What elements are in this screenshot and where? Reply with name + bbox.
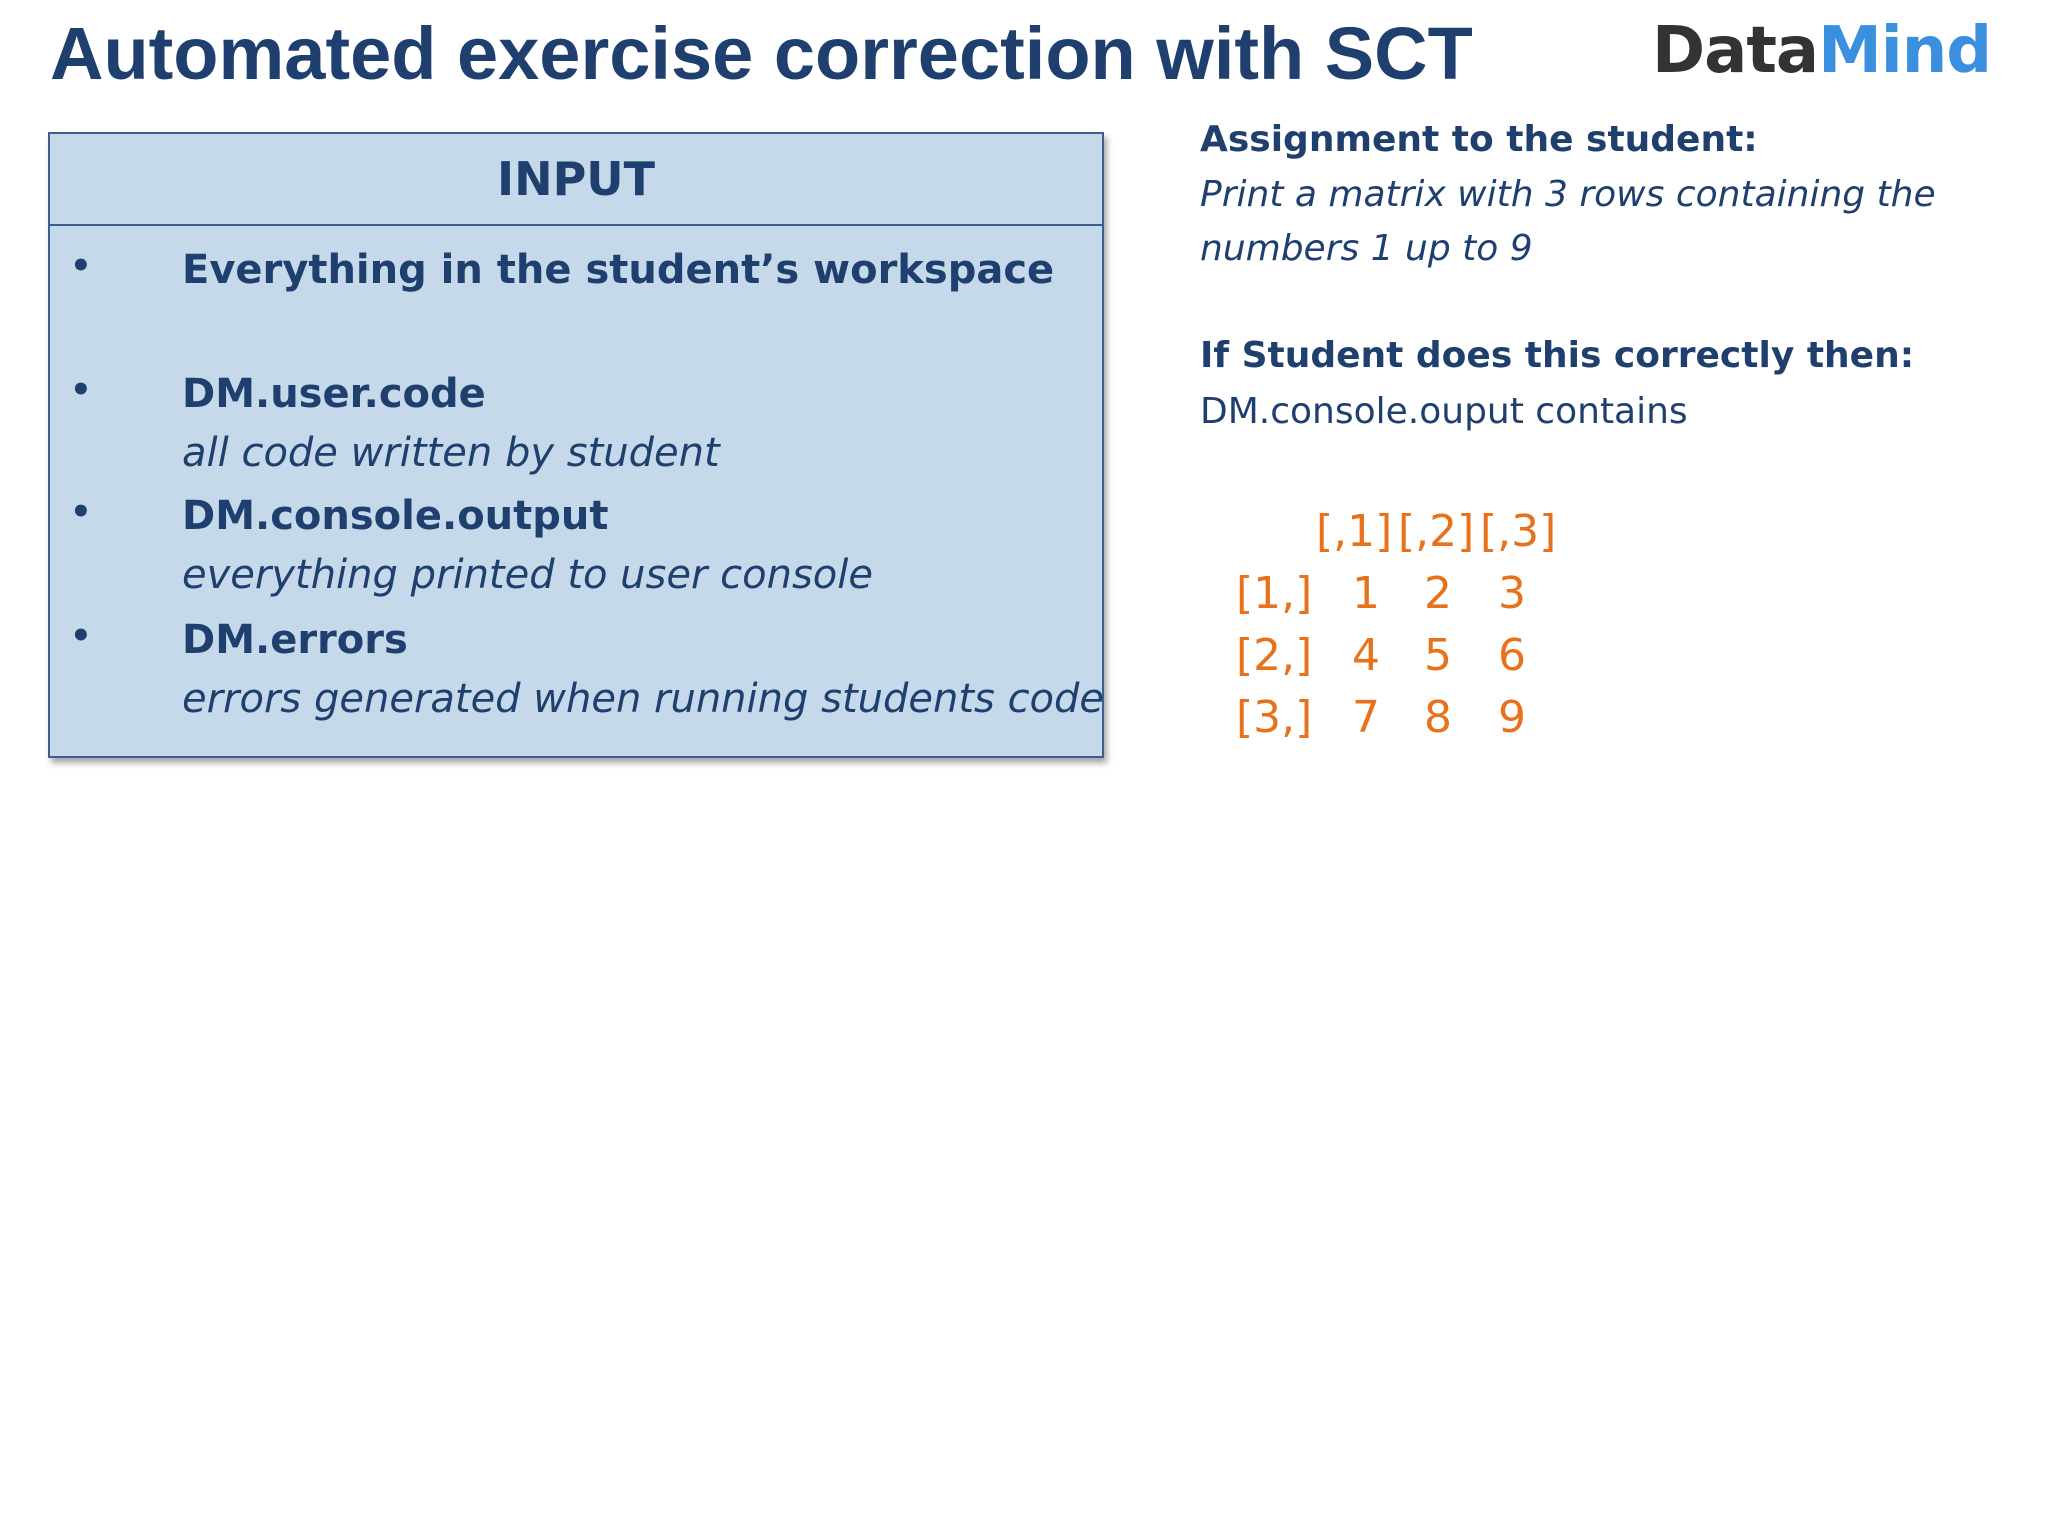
list-item-description: all code written by student: [182, 430, 720, 476]
matrix-col-header: [,2]: [1398, 506, 1475, 557]
bullet-icon: •: [70, 492, 92, 532]
bullet-icon: •: [70, 616, 92, 656]
matrix-cell: 4: [1352, 630, 1380, 681]
matrix-col-header: [,3]: [1480, 506, 1557, 557]
assignment-line-2: numbers 1 up to 9: [1200, 228, 1533, 269]
logo-text-data: Data: [1652, 14, 1819, 88]
assignment-label: Assignment to the student:: [1200, 119, 1758, 160]
list-item: [70, 612, 1105, 730]
list-item-title: DM.errors: [182, 617, 408, 663]
input-box: [48, 132, 1104, 758]
matrix-row-label: [2,]: [1236, 630, 1313, 681]
list-item-title: DM.user.code: [182, 371, 486, 417]
condition-text: DM.console.ouput contains: [1200, 391, 1688, 432]
matrix-cell: 2: [1424, 568, 1452, 619]
matrix-cell: 7: [1352, 692, 1380, 743]
matrix-col-header: [,1]: [1316, 506, 1393, 557]
condition-label: If Student does this correctly then:: [1200, 335, 1915, 376]
input-box-header: INPUT: [50, 134, 1102, 226]
list-item: [70, 242, 1092, 298]
list-item-title: DM.console.output: [182, 493, 609, 539]
datamind-logo: [1652, 16, 1991, 86]
matrix-cell: 3: [1498, 568, 1526, 619]
logo-text-mind: Mind: [1818, 14, 1992, 88]
assignment-panel: [1200, 112, 2020, 440]
matrix-cell: 1: [1352, 568, 1380, 619]
matrix-row-label: [1,]: [1236, 568, 1313, 619]
list-item-description: everything printed to user console: [182, 552, 873, 598]
assignment-line-1: Print a matrix with 3 rows containing the: [1200, 174, 1936, 215]
matrix-cell: 9: [1498, 692, 1526, 743]
bullet-icon: •: [70, 246, 92, 286]
list-item: [70, 488, 1092, 606]
bullet-icon: •: [70, 370, 92, 410]
matrix-cell: 8: [1424, 692, 1452, 743]
matrix-cell: 6: [1498, 630, 1526, 681]
list-item-description: errors generated when running students code: [182, 676, 1105, 722]
matrix-cell: 5: [1424, 630, 1452, 681]
matrix-row-label: [3,]: [1236, 692, 1313, 743]
list-item-title: Everything in the student’s workspace: [182, 247, 1055, 293]
slide-title: Automated exercise correction with SCT: [50, 12, 1473, 95]
list-item: [70, 366, 1092, 484]
